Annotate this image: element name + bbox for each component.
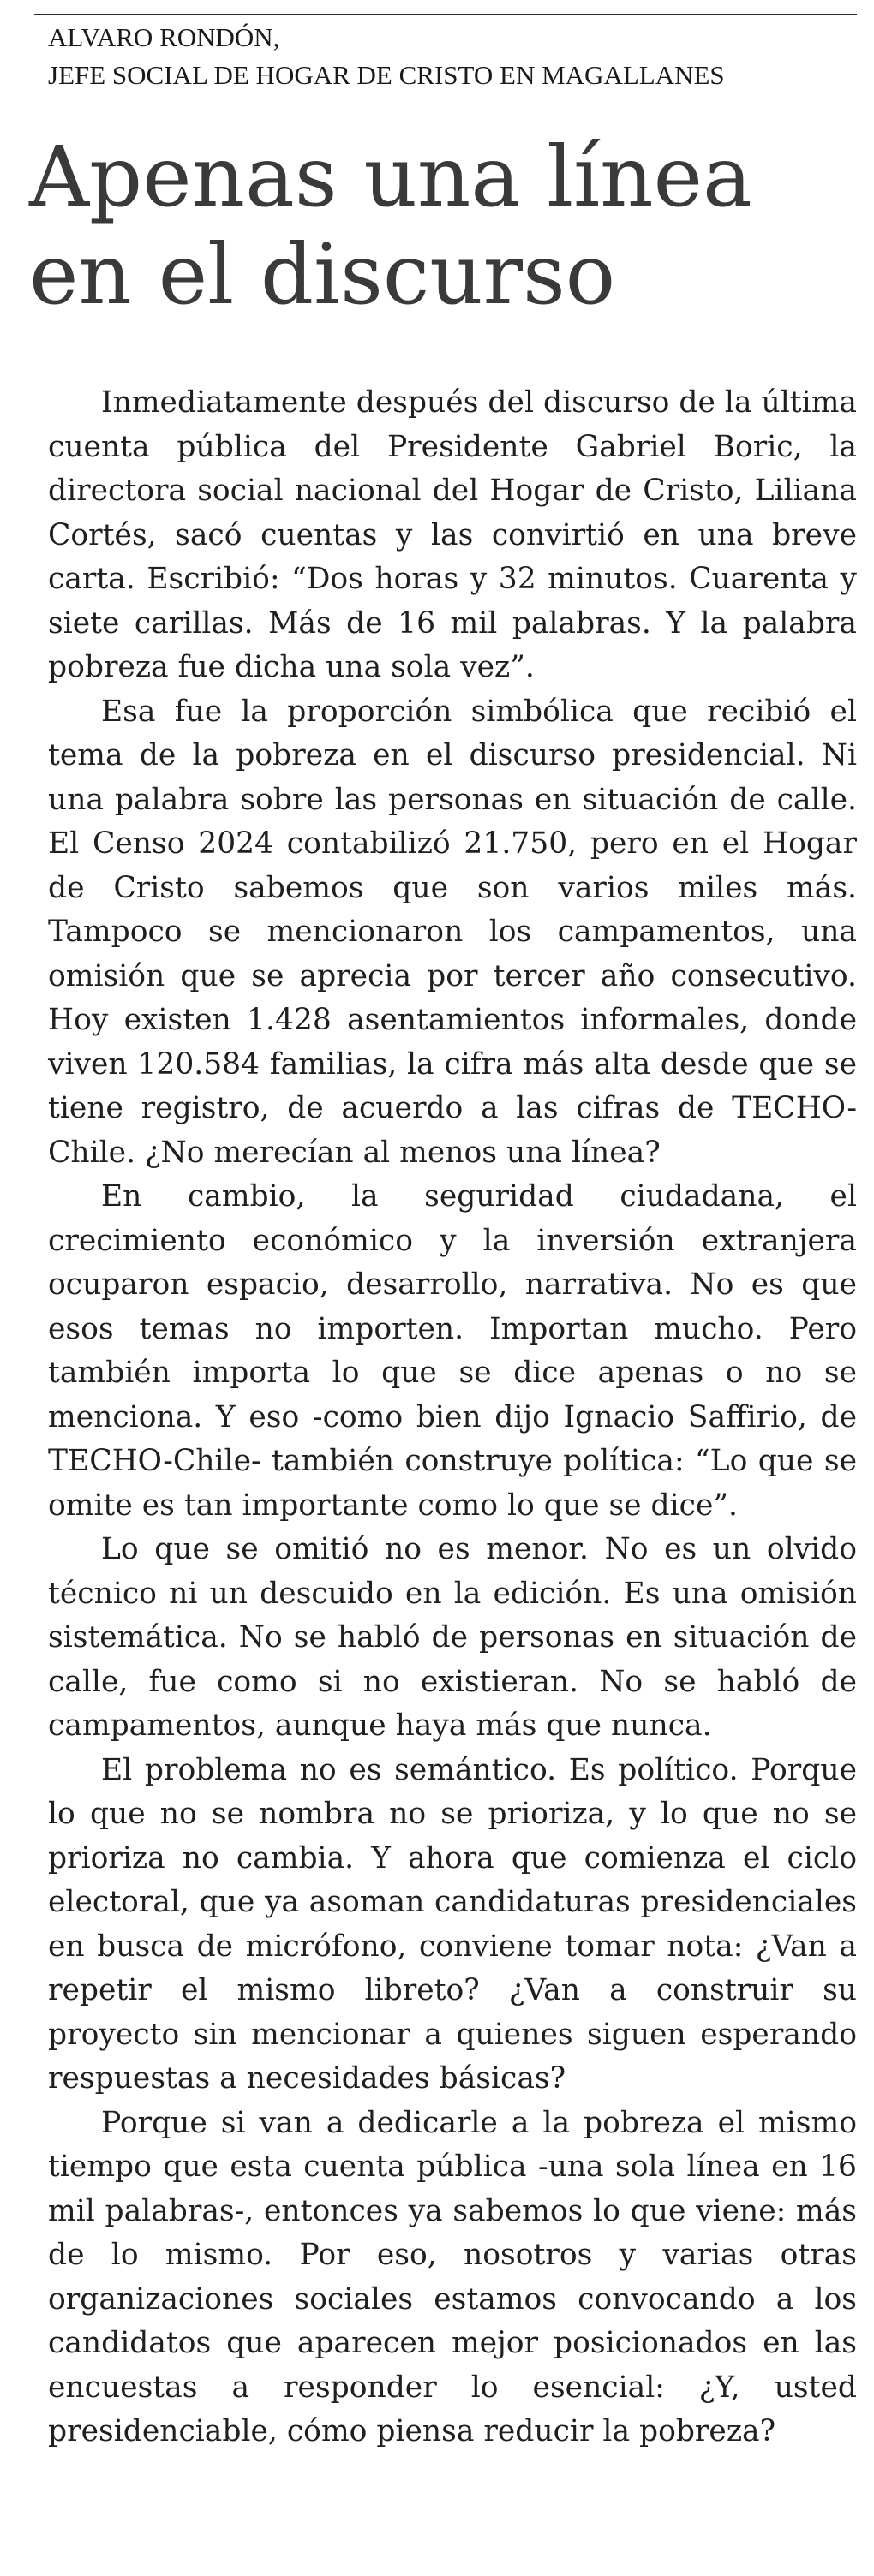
author-byline [48,19,853,94]
headline-line-1: Apenas una línea [29,128,752,225]
paragraph-5: El problema no es semántico. Es político. Porque lo que no se nombra no se prioriza, y lo que no se prioriza no cambia. Y ahora que comienza el ciclo electoral, que ya asoman candidaturas presidenciales en busca de micrófono, conviene tomar nota: ¿Van a repetir el mismo libreto? ¿Van a construir su proyecto sin mencionar a quienes siguen esperando respuestas a necesidades básicas? [48,1752,857,2096]
author-name: ALVARO RONDÓN, [48,22,280,52]
paragraph-2: Esa fue la proporción simbólica que recibió el tema de la pobreza en el discurso presidencial. Ni una palabra sobre las personas en situación de calle. El Censo 2024 contabilizó 21.750, pero en el Hogar de Cristo sabemos que son varios miles más. Tampoco se mencionaron los campamentos, una omisión que se aprecia por tercer año consecutivo. Hoy existen 1.428 asentamientos informales, donde viven 120.584 familias, la cifra más alta desde que se tiene registro, de acuerdo a las cifras de TECHO-Chile. ¿No merecían al menos una línea? [48,694,857,1170]
section-header-rule [34,14,857,15]
paragraph-6: Porque si van a dedicarle a la pobreza el mismo tiempo que esta cuenta pública -una sola línea en 16 mil palabras-, entonces ya sabemos lo que viene: más de lo mismo. Por eso, nosotros y varias otras organizaciones sociales estamos convocando a los candidatos que aparecen mejor posicionados en las encuestas a responder lo esencial: ¿Y, usted presidenciable, cómo piensa reducir la pobreza? [48,2105,857,2448]
paragraph-4: Lo que se omitió no es menor. No es un olvido técnico ni un descuido en la edición. Es una omisión sistemática. No se habló de personas en situación de calle, fue como si no existieran. No se habló de campamentos, aunque haya más que nunca. [48,1532,857,1743]
headline [29,128,852,324]
paragraph-3: En cambio, la seguridad ciudadana, el crecimiento económico y la inversión extranjera ocuparon espacio, desarrollo, narrativa. No es que esos temas no importen. Importan mucho. Pero también importa lo que se dice apenas o no se menciona. Y eso -como bien dijo Ignacio Saffirio, de TECHO-Chile- también construye política: “Lo que se omite es tan importante como lo que se dice”. [48,1179,857,1523]
headline-line-2: en el discurso [29,226,616,323]
paragraph-1: Inmediatamente después del discurso de la última cuenta pública del Presidente Gabriel Boric, la directora social nacional del Hogar de Cristo, Liliana Cortés, sacó cuentas y las convirtió en una breve carta. Escribió: “Dos horas y 32 minutos. Cuarenta y siete carillas. Más de 16 mil palabras. Y la palabra pobreza fue dicha una sola vez”. [48,385,857,684]
article-body [48,381,857,2454]
author-role: JEFE SOCIAL DE HOGAR DE CRISTO EN MAGALLANES [48,60,725,90]
